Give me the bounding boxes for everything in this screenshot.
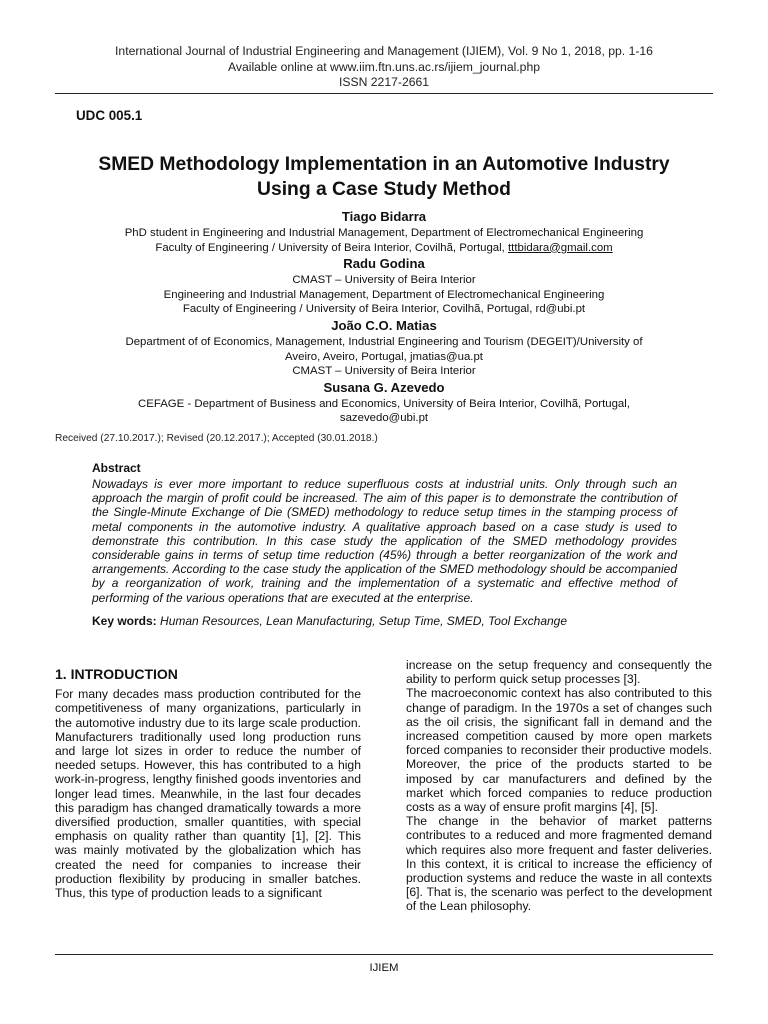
left-column (55, 658, 361, 900)
author-affiliation: PhD student in Engineering and Industrial Management, Department of Electromechanical Engineering (124, 227, 644, 239)
udc-code: UDC 005.1 (76, 108, 143, 123)
keywords-value: Human Resources, Lean Manufacturing, Setup Time, SMED, Tool Exchange (160, 613, 568, 628)
abstract-text: Nowadays is ever more important to reduce superfluous costs at industrial units. Only through such an approach the margin of profit could be increased. The aim of this paper is to demonstrate the contribution of the Single-Minute Exchange of Die (SMED) methodology to reduce setup times in the stamping process of metal components in the automotive industry. A qualitative approach based on a case study is used to demonstrate this contribution. In this case study the application of the SMED methodology provides considerable gains in terms of setup time reduction (45%) through a better reorganization of the work and arrangements. According to the case study the application of the SMED methodology should be accompanied by a reorganization of work, training and the implementation of a systematic and effective method of performing of the various operations that are executed at the enterprise. (92, 477, 677, 605)
abstract-section (92, 461, 677, 628)
body-paragraph: increase on the setup frequency and consequently the ability to perform quick setup processes [3]. (406, 658, 712, 687)
author-affiliation: Engineering and Industrial Management, Department of Electromechanical Engineering (163, 288, 605, 301)
abstract-heading: Abstract (92, 461, 141, 475)
body-paragraph: The macroeconomic context has also contributed to this change of paradigm. In the 1970s a set of changes such as the oil crisis, the significant fall in demand and the increased competition caused by more open markets forced companies to reconsider their productive models. Moreover, the price of the products started to be imposed by car manufacturers and defined by the market which forced companies to reduce production costs as a way of ensure profit margins [4], [5]. (406, 686, 712, 815)
paper-title (40, 152, 728, 202)
author-affiliation: Aveiro, Aveiro, Portugal, jmatias@ua.pt (285, 350, 483, 363)
footer-divider (55, 954, 713, 955)
author-affiliation: CMAST – University of Beira Interior (292, 365, 476, 378)
page-footer: IJIEM (369, 962, 399, 974)
title-line-2: Using a Case Study Method (257, 179, 511, 200)
author-name: João C.O. Matias (331, 317, 437, 333)
section-heading: 1. INTRODUCTION (55, 666, 178, 682)
author-block (60, 208, 708, 426)
author-affiliation: Faculty of Engineering / University of Beira Interior, Covilhã, Portugal, tttbidara@gmail.com (155, 241, 613, 254)
keywords-label: Key words: (92, 613, 157, 628)
journal-citation: International Journal of Industrial Engineering and Management (IJIEM), Vol. 9 No 1, 2018, pp. 1-16 (115, 44, 653, 58)
author-email-link[interactable]: tttbidara@gmail.com (508, 241, 613, 254)
journal-url[interactable]: Available online at www.iim.ftn.uns.ac.rs/ijiem_journal.php (227, 59, 541, 74)
journal-issn: ISSN 2217-2661 (338, 75, 430, 89)
author-affiliation: CMAST – University of Beira Interior (292, 274, 476, 287)
journal-header (0, 44, 768, 91)
body-paragraph: For many decades mass production contributed for the competitiveness of many organizations, particularly in the automotive industry due to its large scale production. Manufacturers traditionally used long production runs and large lot sizes in order to reduce the number of needed setups. However, this has contributed to a high work-in-progress, lengthy finished goods inventories and longer lead times. Meanwhile, in the last four decades this paradigm has changed dramatically towards a more diversified production, smaller quantities, with special emphasis on quality rather than quantity [1], [2]. This was mainly motivated by the globalization which has created the need for companies to increase their production flexibility by producing in smaller batches. Thus, this type of production leads to a significant (55, 687, 361, 901)
keywords (92, 614, 677, 628)
body-paragraph: The change in the behavior of market patterns contributes to a reduced and more fragmented demand which requires also more frequent and faster deliveries. In this context, it is critical to increase the efficiency of production systems and reduce the waste in all contexts [6]. That is, the scenario was perfect to the development of the Lean philosophy. (406, 814, 712, 914)
author-affiliation: CEFAGE - Department of Business and Economics, University of Beira Interior, Covilhã, Portugal, (138, 397, 630, 410)
received-dates: Received (27.10.2017.); Revised (20.12.2017.); Accepted (30.01.2018.) (55, 433, 378, 444)
author-affiliation: Faculty of Engineering / University of Beira Interior, Covilhã, Portugal, rd@ubi.pt (182, 303, 586, 316)
header-divider (55, 93, 713, 94)
author-name: Susana G. Azevedo (323, 379, 445, 395)
author-name: Tiago Bidarra (341, 209, 427, 224)
author-affiliation: Department of of Economics, Management, Industrial Engineering and Tourism (DEGEIT)/University of (125, 335, 643, 348)
title-line-1: SMED Methodology Implementation in an Automotive Industry (98, 154, 670, 175)
author-name: Radu Godina (343, 256, 425, 272)
author-affiliation: sazevedo@ubi.pt (339, 412, 429, 425)
right-column (406, 658, 712, 914)
